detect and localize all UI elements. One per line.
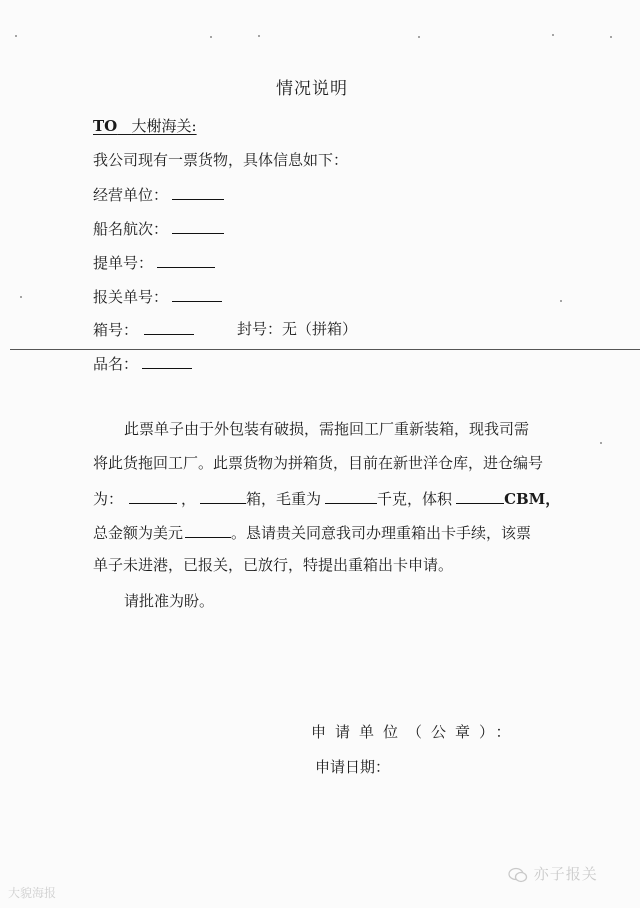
to-prefix: TO [93,117,118,135]
body-line-4 [93,523,531,542]
scan-speck [610,36,612,38]
scan-speck [15,35,17,37]
field-container-blank [144,320,194,335]
field-vessel-label: 船名航次： [93,220,169,238]
body-line-3-a: 为： [93,490,124,508]
amount-blank [185,523,231,538]
field-bill [93,253,215,272]
field-vessel [93,219,224,238]
application-date-label: 申请日期： [315,758,391,776]
field-operator [93,185,224,204]
addressee-line [93,117,197,135]
body-line-4-b: 。恳请贵关同意我司办理重箱出卡手续，该票 [231,524,532,542]
closing-text: 请批准为盼。 [124,592,215,610]
scan-speck [418,36,420,38]
field-goods-label: 品名： [93,355,139,373]
body-line-3-d: 千克，体积 [377,490,453,508]
scan-speck [258,35,260,37]
field-goods [93,354,192,373]
intro-text: 我公司现有一票货物，具体信息如下： [93,151,349,169]
watermark-left-text: 大貌海报 [8,886,57,900]
addressee: 大榭海关: [131,117,197,135]
gross-weight-blank [325,489,377,504]
body-line-3 [93,489,560,508]
body-line-3-b: ， [181,490,197,508]
field-bill-blank [157,253,215,268]
field-declaration-blank [172,287,222,302]
field-declaration [93,287,222,306]
field-seal [237,320,357,338]
wechat-icon [508,867,528,883]
field-container [93,320,194,339]
carton-count-blank [200,489,246,504]
body-line-5: 单子未进港，已报关，已放行，特提出重箱出卡申请。 [93,556,454,574]
body-line-1: 此票单子由于外包装有破损，需拖回工厂重新装箱，现我司需 [124,420,530,438]
body-line-3-c: 箱，毛重为 [246,490,322,508]
body-line-2: 将此货拖回工厂。此票货物为拼箱货，目前在新世洋仓库，进仓编号 [93,454,544,472]
field-bill-label: 提单号： [93,254,154,272]
applicant-seal-label: 申请单位（公章）： [311,723,520,741]
scan-speck [210,36,212,38]
body-line-3-e: CBM， [504,490,561,508]
field-seal-label: 封号： [237,320,283,338]
field-operator-label: 经营单位： [93,186,169,204]
field-seal-value: 无（拼箱） [282,320,358,338]
field-vessel-blank [172,219,224,234]
field-declaration-label: 报关单号： [93,288,169,306]
document-title: 情况说明 [276,79,348,99]
scan-line [10,349,640,350]
scan-speck [20,296,22,298]
field-goods-blank [142,354,192,369]
field-operator-blank [172,185,224,200]
field-container-label: 箱号： [93,321,139,339]
entry-number-blank [129,489,177,504]
scan-speck [552,34,554,36]
watermark-right-text: 亦子报关 [533,865,598,883]
scan-speck [600,442,602,444]
watermark-left [8,884,56,901]
body-line-4-a: 总金额为美元 [93,524,184,542]
watermark-right [508,863,598,884]
scan-speck [560,300,562,302]
volume-blank [456,489,504,504]
